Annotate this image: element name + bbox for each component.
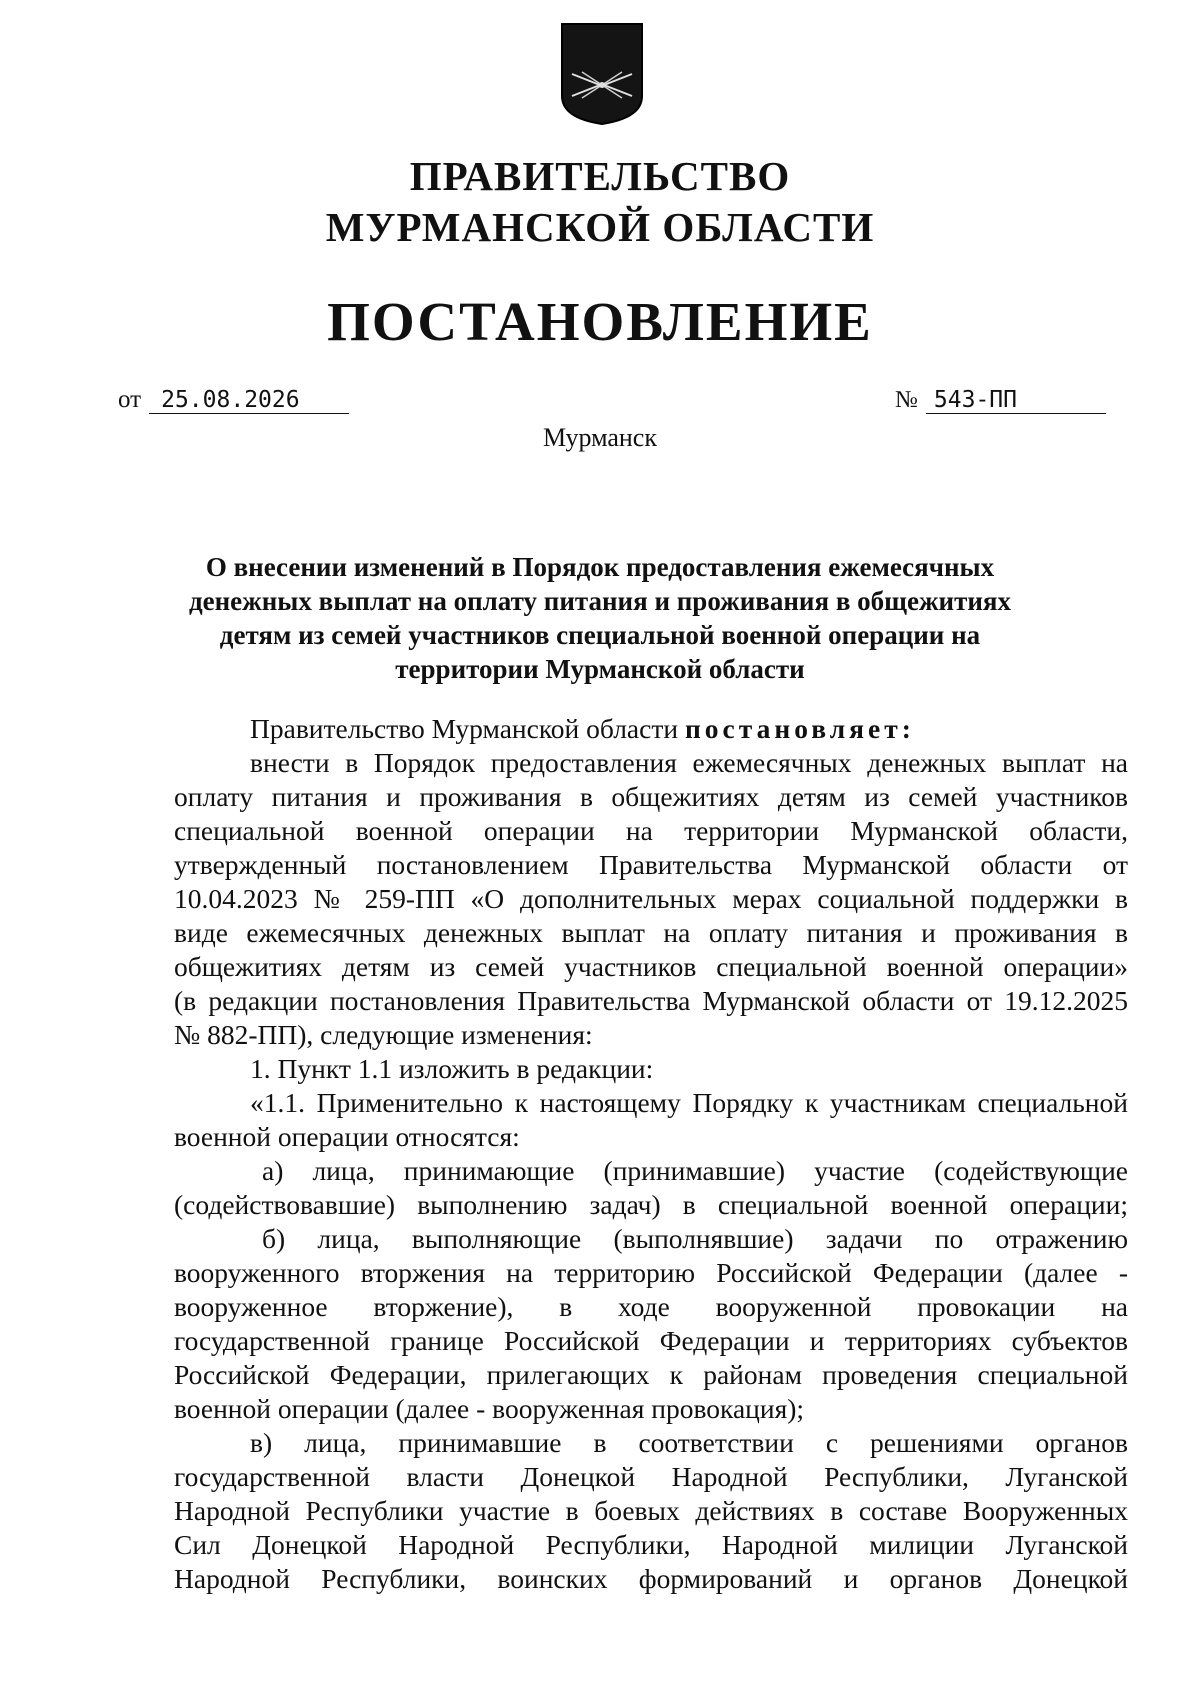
coat-of-arms-emblem <box>560 22 644 126</box>
body-line: Российской Федерации, прилегающих к районам проведения специальной <box>174 1359 1128 1390</box>
number-prefix: № <box>895 387 918 413</box>
body-line: специальной военной операции на территории Мурманской области, <box>174 815 1128 846</box>
body-line: государственной власти Донецкой Народной Республики, Луганской <box>174 1461 1128 1492</box>
body-line: № 882-ПП), следующие изменения: <box>174 1019 593 1050</box>
body-line: государственной границе Российской Федерации и территориях субъектов <box>174 1325 1128 1356</box>
body-line: военной операции относятся: <box>174 1121 520 1152</box>
document-date <box>118 386 349 414</box>
body-line: виде ежемесячных денежных выплат на оплату питания и проживания в <box>174 917 1128 948</box>
body-line: «1.1. Применительно к настоящему Порядку к участникам специальной <box>250 1087 1128 1118</box>
government-name-line2: МУРМАНСКОЙ ОБЛАСТИ <box>325 204 875 250</box>
body-line: 1. Пункт 1.1 изложить в редакции: <box>250 1053 654 1084</box>
preamble-resolves: постановляет: <box>684 713 915 744</box>
shield-icon <box>560 22 644 126</box>
document-title-line: О внесении изменений в Порядок предоставления ежемесячных <box>205 552 995 582</box>
document-number <box>895 387 1106 414</box>
body-line: военной операции (далее - вооруженная провокация); <box>174 1393 805 1424</box>
preamble-text: Правительство Мурманской области <box>250 713 685 744</box>
body-line: Сил Донецкой Народной Республики, Народной милиции Луганской <box>174 1529 1128 1560</box>
body-line: оплату питания и проживания в общежитиях детям из семей участников <box>174 781 1128 812</box>
body-line: Народной Республики, воинских формирований и органов Донецкой <box>174 1563 1128 1594</box>
body-line: (в редакции постановления Правительства Мурманской области от 19.12.2025 <box>174 985 1128 1016</box>
date-prefix: от <box>118 386 142 413</box>
body-line: вооруженного вторжения на территорию Российской Федерации (далее - <box>174 1257 1128 1288</box>
body-line: б) лица, выполняющие (выполнявшие) задачи по отражению <box>262 1223 1128 1254</box>
body-line: в) лица, принимавшие в соответствии с решениями органов <box>250 1427 1128 1458</box>
body-line: (содействовавшие) выполнению задач) в специальной военной операции; <box>174 1189 1128 1220</box>
body-line: общежитиях детям из семей участников специальной военной операции» <box>174 951 1128 982</box>
number-value: 543-ПП <box>926 387 1106 414</box>
government-name-line1: ПРАВИТЕЛЬСТВО <box>409 153 791 199</box>
body-line: утвержденный постановлением Правительства Мурманской области от <box>174 849 1128 880</box>
body-line: 10.04.2023 № 259-ПП «О дополнительных мерах социальной поддержки в <box>174 883 1128 914</box>
body-line: а) лица, принимающие (принимавшие) участие (содействующие <box>262 1155 1128 1186</box>
date-value: 25.08.2026 <box>149 387 349 414</box>
document-title-line: детям из семей участников специальной военной операции на <box>219 620 981 650</box>
document-type-heading: ПОСТАНОВЛЕНИЕ <box>327 291 873 352</box>
city-name: Мурманск <box>543 423 657 452</box>
document-title-line: территории Мурманской области <box>395 654 805 684</box>
body-line: Народной Республики участие в боевых действиях в составе Вооруженных <box>174 1495 1128 1526</box>
body-line: вооруженное вторжение), в ходе вооруженной провокации на <box>174 1291 1128 1322</box>
preamble <box>250 712 915 745</box>
body-line: внести в Порядок предоставления ежемесячных денежных выплат на <box>250 747 1128 778</box>
document-title-line: денежных выплат на оплату питания и проживания в общежитиях <box>188 586 1012 616</box>
